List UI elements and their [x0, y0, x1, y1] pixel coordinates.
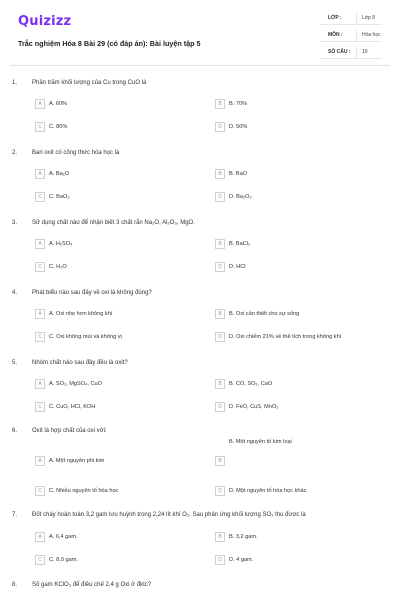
option-letter-box: A	[35, 239, 45, 249]
option-text: C. Nhiều nguyên tố hóa học	[49, 488, 119, 494]
option-letter-box: C	[35, 332, 45, 342]
option-text: A. 60%	[49, 101, 68, 107]
meta-label: SỐ CÂU :	[328, 49, 351, 55]
question-number: 8.	[12, 582, 18, 588]
meta-label: MÔN :	[328, 32, 343, 38]
question-text: Oxit là hợp chất của oxi với:	[32, 428, 107, 434]
meta-row-grade	[320, 12, 382, 25]
option-letter-box: C	[35, 402, 45, 412]
option-text: B. CO, SO₂, CaO	[229, 381, 273, 387]
question-text: Nhóm chất nào sau đây đều là oxit?	[32, 360, 128, 366]
question-number: 6.	[12, 428, 18, 434]
option-text: D. HCl	[229, 264, 246, 270]
option-text: B. 3,2 gam.	[229, 534, 258, 540]
option-letter-box: C	[35, 486, 45, 496]
question-text: Sử dụng chất nào để nhận biết 3 chất rắn Na₂O, Al₂O₃, MgO.	[32, 220, 195, 226]
option-text: D. FeO, CuS, MnO₂	[229, 404, 279, 410]
meta-row-count	[320, 46, 382, 59]
option-letter-box: A	[35, 379, 45, 389]
question-number: 4.	[12, 290, 18, 296]
question-text: Số gam KClO₃ để điều chế 2,4 g Oxi ở đktc?	[32, 582, 152, 588]
meta-divider	[356, 12, 357, 25]
option-letter-box: C	[35, 192, 45, 202]
brand-logo: Quizizz	[18, 14, 72, 29]
option-text: C. H₂O	[49, 264, 67, 270]
question-text: Bari oxit có công thức hóa học là	[32, 150, 120, 156]
option-letter-box: C	[35, 555, 45, 565]
option-text: A. Một nguyên phi kim	[49, 458, 105, 464]
meta-value: Hóa học	[362, 32, 381, 38]
option-text: B. Một nguyên tố kim loại	[229, 439, 292, 445]
question-text: Phần trăm khối lượng của Cu trong CuO là	[32, 80, 147, 86]
question-number: 1.	[12, 80, 18, 86]
option-text: A. SO₂, MgSO₄, CuO	[49, 381, 102, 387]
option-letter-box: B	[215, 456, 225, 466]
meta-row-subject	[320, 29, 382, 42]
option-letter-box: D	[215, 555, 225, 565]
option-letter-box: B	[215, 379, 225, 389]
option-text: C. CuO, HCl, KOH	[49, 404, 96, 410]
option-letter-box: D	[215, 122, 225, 132]
meta-value: Lớp 8	[362, 15, 376, 21]
option-text: C. Oxi không mùi và không vị	[49, 334, 122, 340]
question-number: 7.	[12, 512, 18, 518]
option-text: A. Oxi nhẹ hơn không khí	[49, 311, 113, 317]
option-letter-box: A	[35, 532, 45, 542]
option-letter-box: A	[35, 169, 45, 179]
meta-divider	[356, 46, 357, 59]
option-letter-box: A	[35, 309, 45, 319]
question-number: 2.	[12, 150, 18, 156]
question-number: 5.	[12, 360, 18, 366]
option-letter-box: D	[215, 402, 225, 412]
option-text: B. BaO	[229, 171, 248, 177]
option-letter-box: A	[35, 99, 45, 109]
option-text: D. Oxi chiếm 21% về thể tích trong không khí	[229, 334, 342, 340]
page-title: Trắc nghiệm Hóa 8 Bài 29 (có đáp án): Bài luyện tập 5	[18, 39, 201, 48]
option-letter-box: B	[215, 169, 225, 179]
option-text: A. H₂SO₄	[49, 241, 73, 247]
option-letter-box: A	[35, 456, 45, 466]
option-letter-box: C	[35, 262, 45, 272]
option-letter-box: D	[215, 262, 225, 272]
option-text: A. 6,4 gam.	[49, 534, 78, 540]
option-letter-box: B	[215, 309, 225, 319]
question-text: Phát biểu nào sau đây về oxi là không đúng?	[32, 290, 152, 296]
option-text: C. 80%	[49, 124, 68, 130]
option-letter-box: B	[215, 532, 225, 542]
option-text: A. Ba₂O	[49, 171, 70, 177]
option-text: B. 70%	[229, 101, 248, 107]
meta-divider	[356, 29, 357, 42]
option-text: D. Ba₂O₂	[229, 194, 252, 200]
option-text: C. BaO₂	[49, 194, 70, 200]
option-text: D. 50%	[229, 124, 248, 130]
option-text: C. 8,0 gam.	[49, 557, 78, 563]
worksheet-header	[10, 8, 390, 66]
option-letter-box: C	[35, 122, 45, 132]
option-text: B. BaCl₂	[229, 241, 251, 247]
meta-value: 10	[362, 49, 368, 55]
question-number: 3.	[12, 220, 18, 226]
meta-label: LỚP :	[328, 15, 342, 21]
question-text: Đốt cháy hoàn toàn 3,2 gam lưu huỳnh trong 2,24 lít khí O₂. Sau phản ứng khối lượng SO₂ thu được là	[32, 512, 306, 518]
option-letter-box: B	[215, 239, 225, 249]
option-letter-box: D	[215, 486, 225, 496]
option-letter-box: D	[215, 332, 225, 342]
option-text: D. 4 gam.	[229, 557, 254, 563]
option-text: D. Một nguyên tố hóa học khác	[229, 488, 307, 494]
option-letter-box: B	[215, 99, 225, 109]
option-letter-box: D	[215, 192, 225, 202]
option-text: B. Oxi cần thiết cho sự sống	[229, 311, 300, 317]
